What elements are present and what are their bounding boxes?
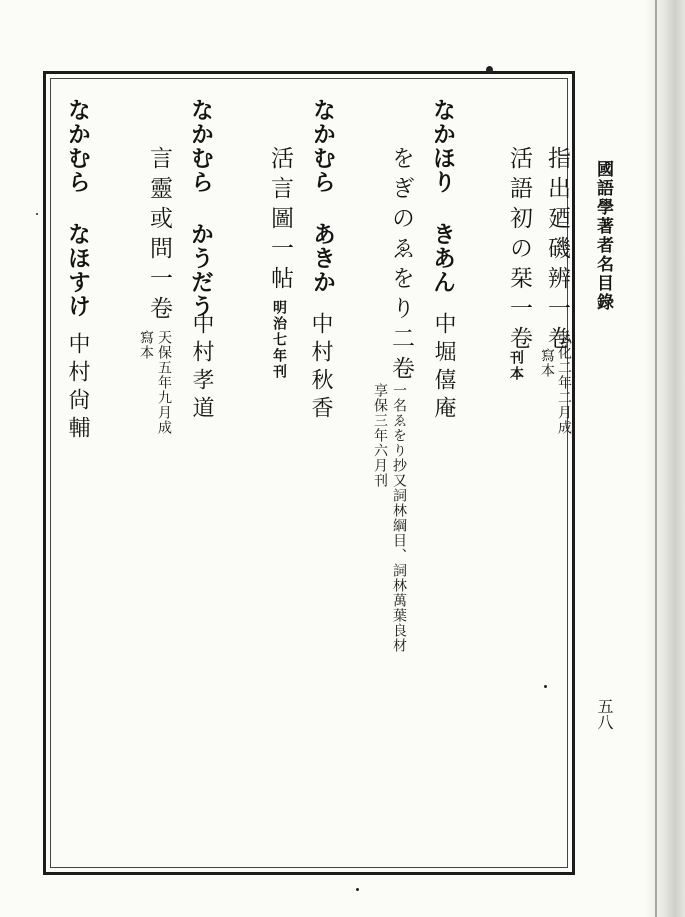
author-reading: なかむら かうだう: [187, 98, 214, 318]
scan-speck: [36, 213, 38, 215]
work-title: 言靈或問一卷: [146, 146, 172, 326]
author-reading: なかむら なほすけ: [64, 98, 91, 318]
work-title: をぎのゑをり二卷: [388, 146, 414, 386]
scan-speck: [356, 888, 359, 891]
work-note-date: 享保三年六月刊: [372, 383, 388, 488]
work-note-form: 寫本: [539, 348, 555, 378]
work-note-form: 刊本: [508, 350, 524, 382]
author-name: 中村尙輔: [65, 332, 90, 444]
author-name: 中堀僖庵: [431, 312, 456, 424]
author-reading: なかむら あきか: [309, 98, 336, 294]
running-title: 國語學著者名目錄: [593, 160, 613, 312]
work-title: 活言圖一帖: [267, 146, 293, 296]
page-number: 五八: [595, 698, 614, 730]
scan-speck: [486, 66, 493, 74]
author-name: 中村孝道: [189, 312, 214, 424]
work-note-date: 明治七年刊: [271, 300, 287, 380]
work-note-alias: 一名ゑをり抄又詞林綱目、詞林萬葉良材: [391, 383, 407, 653]
work-note-date: 弘化二年二月成: [556, 330, 572, 435]
scan-edge-line: [655, 0, 657, 917]
scan-speck: [544, 685, 547, 688]
author-name: 中村秋香: [308, 312, 333, 424]
author-reading: なかほり きあん: [429, 98, 456, 294]
work-title: 指出廼磯辨一卷: [544, 146, 570, 356]
work-title: 活語初の栞一卷: [506, 146, 532, 356]
work-note-form: 寫本: [138, 330, 154, 360]
work-note-date: 天保五年九月成: [156, 330, 172, 435]
scan-edge: [645, 0, 685, 917]
